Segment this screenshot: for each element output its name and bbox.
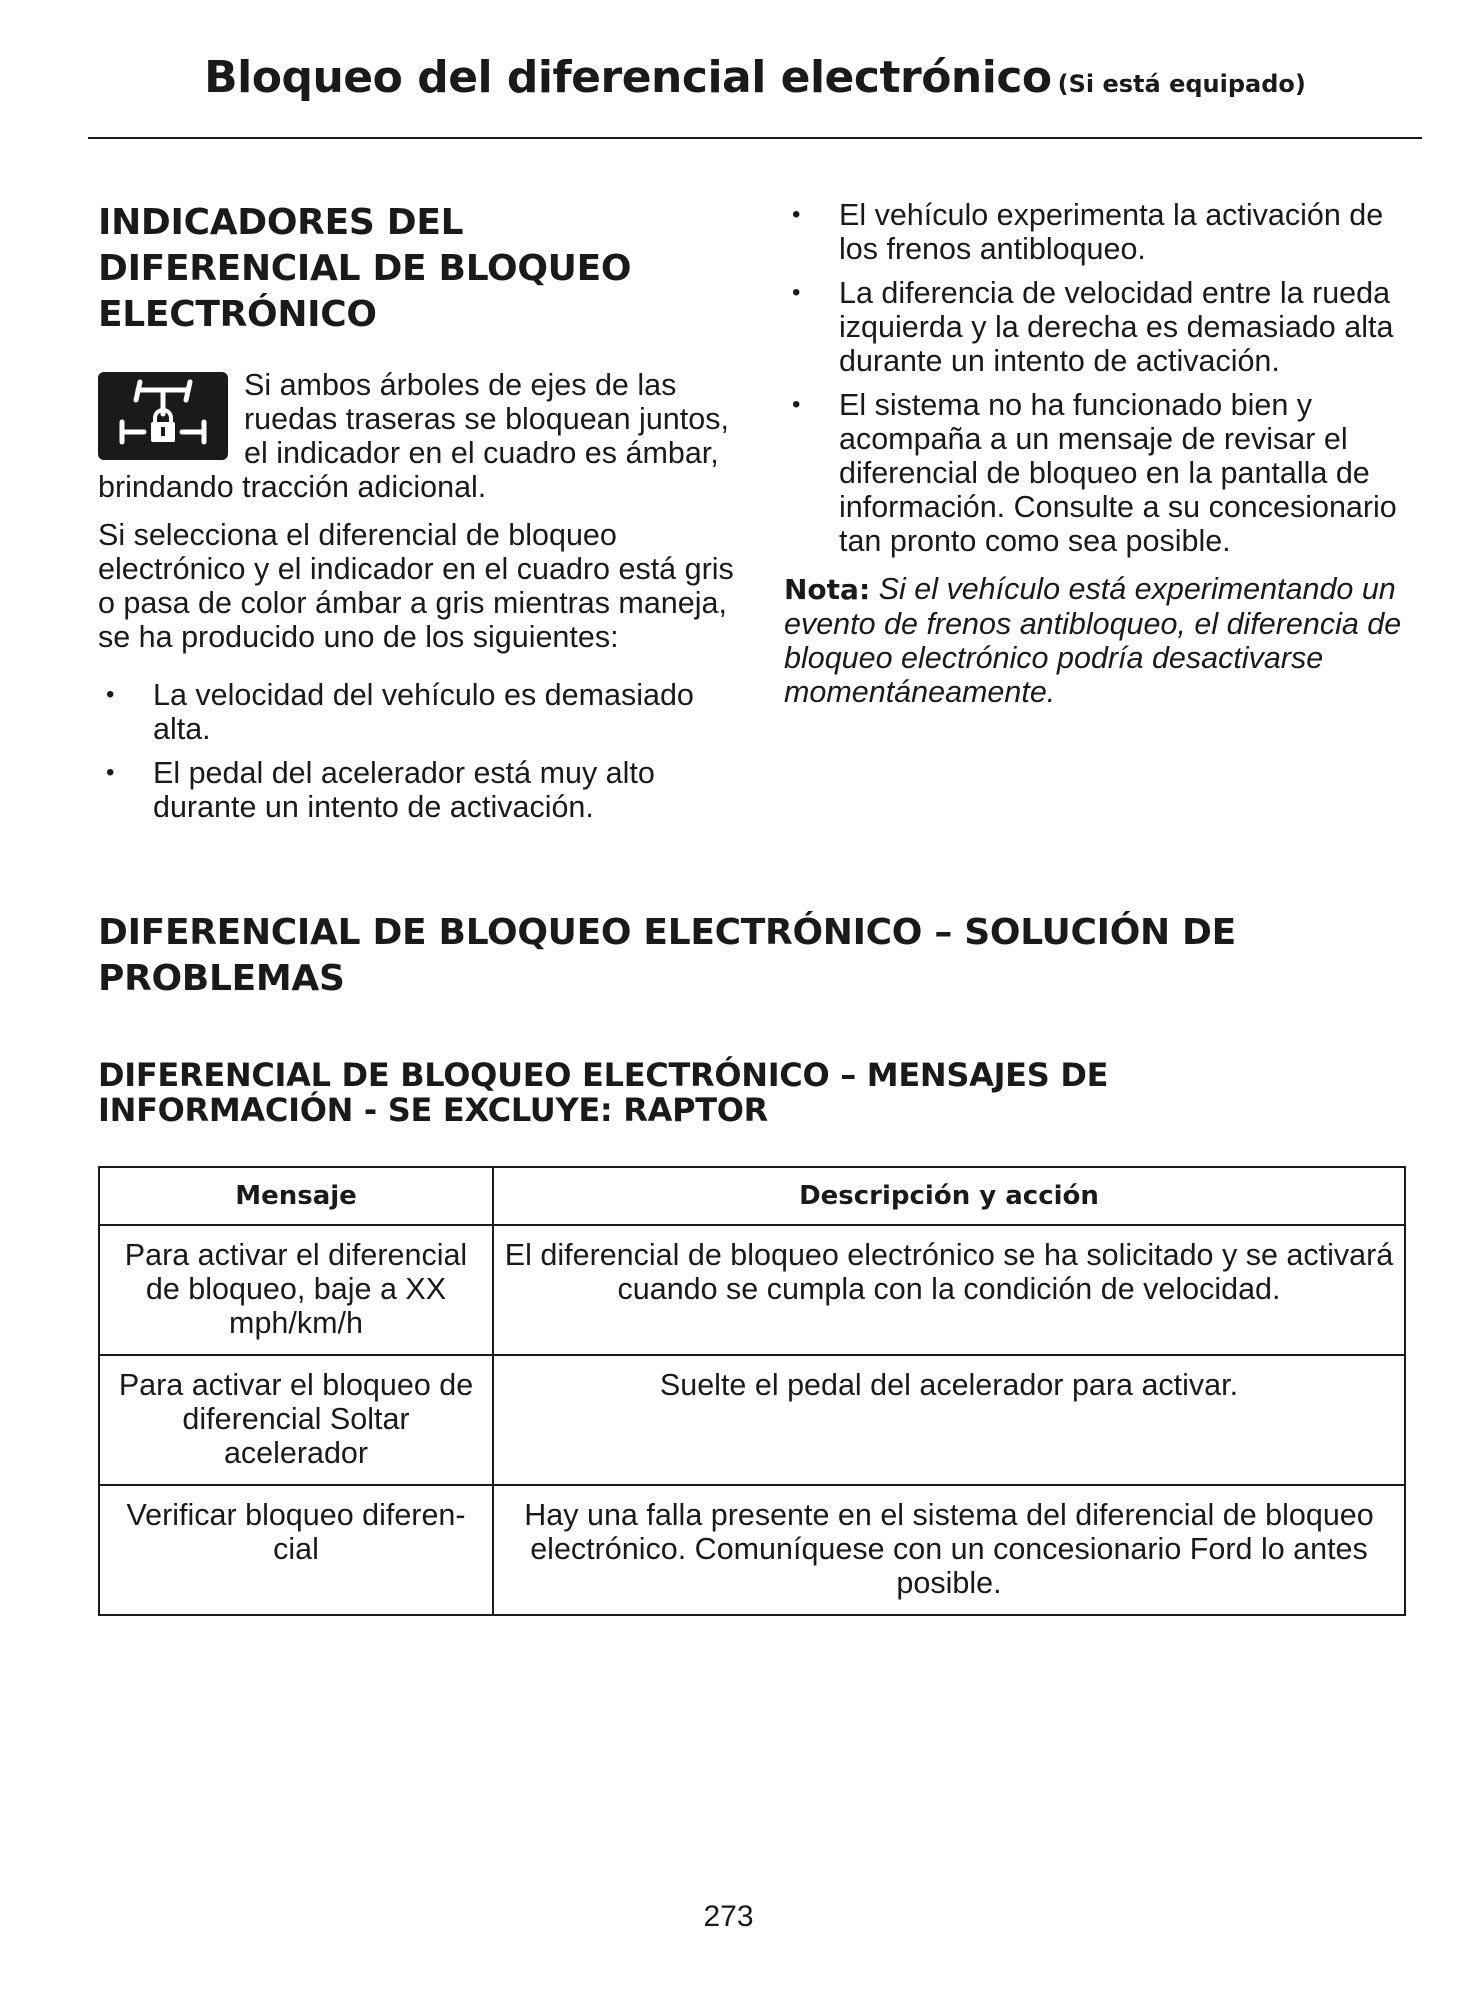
column-header-description: Descripción y acción [493, 1167, 1405, 1225]
table-cell-description: Hay una falla presente en el sistema del diferencial de bloqueo electrónico. Comuníquese con un concesionario Ford lo antes posible. [493, 1485, 1405, 1615]
table-row [99, 1485, 1405, 1615]
indicators-heading [98, 200, 734, 338]
table-cell-description: Suelte el pedal del acelerador para activar. [493, 1355, 1405, 1485]
note-text: Si el vehículo está experimentando un evento de frenos antibloqueo, el diferencia de bloqueo electrónico podría desactivarse momentáneamente. [784, 572, 1402, 709]
bullet-glyph: • [106, 681, 115, 708]
left-bullet-list [98, 678, 734, 824]
indicators-heading-line-2: DIFERENCIAL DE BLOQUEO [98, 248, 632, 289]
table-row [99, 1225, 1405, 1355]
left-column [98, 200, 734, 834]
indicators-heading-line-3: ELECTRÓNICO [98, 294, 377, 335]
indicator-description: Si ambos árboles de ejes de las ruedas traseras se bloquean juntos, el indicador en el cuadro es ámbar, brindando tracción adicional. [98, 368, 729, 504]
column-header-message: Mensaje [99, 1167, 493, 1225]
list-item-text: El pedal del acelerador está muy alto durante un intento de activación. [153, 756, 655, 824]
page-header [88, 52, 1422, 103]
table-cell-message: Para activar el diferencial de bloqueo, baje a XX mph/km/h [99, 1225, 493, 1355]
troubleshooting-heading-line-1: DIFERENCIAL DE BLOQUEO ELECTRÓNICO – SOLUCIÓN DE [98, 912, 1236, 953]
note-paragraph [784, 572, 1414, 709]
list-item-text: El vehículo experimenta la activación de los frenos antibloqueo. [839, 198, 1384, 266]
list-item-text: La velocidad del vehículo es demasiado alta. [153, 678, 694, 746]
rear-locking-differential-icon [98, 372, 228, 460]
info-messages-heading-line-2: INFORMACIÓN - SE EXCLUYE: RAPTOR [98, 1091, 768, 1129]
bullet-glyph: • [792, 201, 801, 228]
list-item-text: El sistema no ha funcionado bien y acompaña a un mensaje de revisar el diferencial de bloqueo en la pantalla de información. Consulte a su concesionario tan pronto como sea posible. [839, 388, 1397, 558]
troubleshooting-section [98, 910, 1418, 1002]
list-item [98, 678, 734, 746]
table-header-row [99, 1167, 1405, 1225]
list-item [784, 388, 1414, 558]
table-row [99, 1355, 1405, 1485]
indicator-block [98, 368, 734, 504]
list-item [98, 756, 734, 824]
page-number: 273 [703, 1900, 754, 1933]
right-column [784, 198, 1414, 740]
table-cell-message: Para activar el bloqueo de diferencial Soltar acelerador [99, 1355, 493, 1485]
list-item-text: La diferencia de velocidad entre la rueda izquierda y la derecha es demasiado alta durante un intento de activación. [839, 276, 1394, 378]
intro-paragraph: Si selecciona el diferencial de bloqueo electrónico y el indicador en el cuadro está gris o pasa de color ámbar a gris mientras maneja, se ha producido uno de los siguientes: [98, 518, 734, 654]
list-item [784, 198, 1414, 266]
info-messages-heading-line-1: DIFERENCIAL DE BLOQUEO ELECTRÓNICO – MENSAJES DE [98, 1056, 1109, 1094]
bullet-glyph: • [792, 391, 801, 418]
troubleshooting-heading [98, 910, 1418, 1002]
info-messages-heading [98, 1058, 1418, 1128]
indicators-heading-line-1: INDICADORES DEL [98, 202, 464, 243]
page-title: Bloqueo del diferencial electrónico [204, 52, 1052, 103]
table-cell-description: El diferencial de bloqueo electrónico se ha solicitado y se activará cuando se cumpla con la condición de velocidad. [493, 1225, 1405, 1355]
troubleshooting-heading-line-2: PROBLEMAS [98, 958, 345, 999]
page-subtitle: (Si está equipado) [1057, 70, 1306, 98]
bullet-glyph: • [106, 759, 115, 786]
table-cell-message: Verificar bloqueo diferen-cial [99, 1485, 493, 1615]
header-divider [88, 137, 1422, 139]
right-bullet-list [784, 198, 1414, 558]
list-item [784, 276, 1414, 378]
note-label: Nota: [784, 573, 871, 606]
info-messages-table [98, 1166, 1406, 1616]
bullet-glyph: • [792, 279, 801, 306]
